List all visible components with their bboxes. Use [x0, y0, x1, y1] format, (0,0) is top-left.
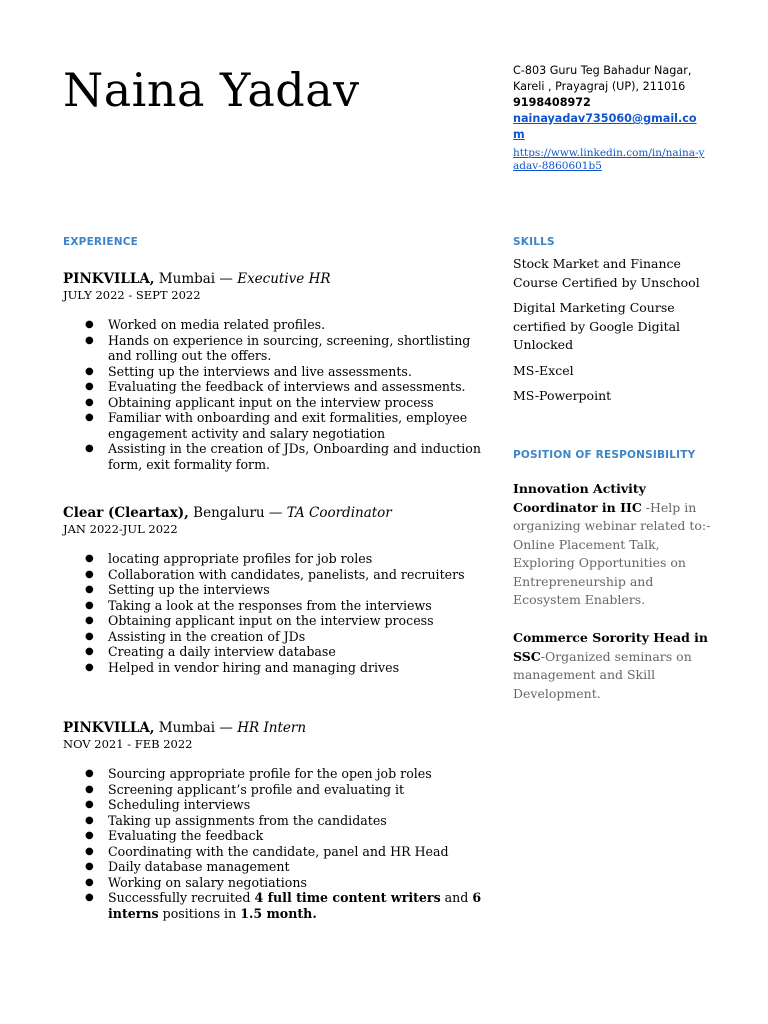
- bullet-icon: ●: [85, 892, 94, 903]
- job-company: Clear (Cleartax),: [63, 505, 189, 521]
- bullet-icon: ●: [85, 412, 94, 423]
- bullet-icon: ●: [85, 334, 94, 346]
- responsibility-entry: [513, 629, 713, 703]
- contact-block: [513, 63, 708, 173]
- bullet-icon: ●: [85, 381, 94, 392]
- skill-item: Digital Marketing Course certified by Google Digital Unlocked: [513, 300, 681, 352]
- bullet-icon: ●: [85, 768, 94, 779]
- list-item: ● Hands on experience in sourcing, screening, shortlisting and rolling out the offers.: [85, 332, 471, 363]
- job-dates: JAN 2022-JUL 2022: [63, 522, 178, 536]
- job-company: PINKVILLA,: [63, 271, 155, 287]
- skill-item: MS-Powerpoint: [513, 388, 612, 403]
- linkedin-link[interactable]: https://www.linkedin.com/in/naina-yadav-8860601b5: [513, 147, 705, 172]
- list-item: ● Evaluating the feedback of interviews and assessments.: [85, 379, 466, 394]
- list-item: ● Scheduling interviews: [85, 797, 251, 812]
- job-dates: JULY 2022 - SEPT 2022: [63, 288, 201, 302]
- job-location: Bengaluru —: [193, 505, 283, 521]
- job-title-line: [63, 505, 493, 522]
- bullet-icon: ●: [85, 845, 94, 857]
- list-item: ● Collaboration with candidates, panelists, and recruiters: [85, 566, 465, 582]
- list-item: ● Worked on media related profiles.: [85, 317, 326, 332]
- list-item: ● Screening applicant’s profile and evaluating it: [85, 781, 405, 797]
- list-item: ● Coordinating with the candidate, panel and HR Head: [85, 843, 449, 859]
- list-item: ● Taking a look at the responses from the interviews: [85, 597, 432, 613]
- experience-heading: EXPERIENCE: [63, 236, 138, 248]
- bullet-icon: ●: [85, 814, 94, 826]
- bullet-icon: ●: [85, 876, 94, 888]
- job-bullets: [63, 551, 493, 675]
- bullet-icon: ●: [85, 861, 94, 872]
- list-item: ● Obtaining applicant input on the interview process: [85, 613, 434, 628]
- bullet-icon: ●: [85, 661, 94, 673]
- list-item: ● Taking up assignments from the candidates: [85, 812, 387, 828]
- list-item: ● Setting up the interviews and live assessments.: [85, 363, 412, 379]
- phone-number: 9198408972: [513, 96, 591, 109]
- skills-heading: SKILLS: [513, 236, 555, 248]
- list-item: ● Obtaining applicant input on the interview process: [85, 394, 434, 410]
- bullet-icon: ●: [85, 799, 94, 810]
- bullet-icon: ●: [85, 630, 94, 642]
- list-item: ● locating appropriate profiles for job roles: [85, 551, 373, 566]
- bullet-icon: ●: [85, 568, 94, 580]
- email-link[interactable]: nainayadav735060@gmail.com: [513, 112, 697, 141]
- list-item: ● Assisting in the creation of JDs, Onboarding and induction form, exit formality form.: [85, 441, 481, 472]
- job-entry: [63, 505, 493, 675]
- responsibility-desc: -Help in organizing webinar related to:-Online Placement Talk, Exploring Opportunities on Entrepreneurship and Ecosystem Enablers.: [513, 499, 711, 607]
- list-item: ● Familiar with onboarding and exit formalities, employee engagement activity and salary negotiation: [85, 410, 468, 441]
- list-item: ● Working on salary negotiations: [85, 874, 307, 890]
- job-entry: [63, 271, 493, 472]
- list-item: ● Evaluating the feedback: [85, 828, 264, 843]
- job-role: TA Coordinator: [286, 505, 392, 521]
- job-bullets: [63, 766, 493, 921]
- list-item: ● Assisting in the creation of JDs: [85, 628, 306, 644]
- responsibility-title: Innovation Activity Coordinator in IIC: [513, 481, 646, 515]
- skills-list: [513, 255, 713, 413]
- job-role: Executive HR: [237, 271, 331, 287]
- responsibility-entry: [513, 480, 713, 610]
- job-entry: [63, 720, 493, 921]
- responsibility-heading: POSITION OF RESPONSIBILITY: [513, 449, 696, 461]
- bullet-icon: ●: [85, 396, 94, 408]
- bullet-icon: ●: [85, 553, 94, 564]
- job-company: PINKVILLA,: [63, 720, 155, 736]
- address-line-2: Kareli , Prayagraj (UP), 211016: [513, 80, 686, 93]
- job-bullets: [63, 317, 493, 472]
- list-item: ● Setting up the interviews: [85, 582, 270, 597]
- skill-item: Stock Market and Finance Course Certified by Unschool: [513, 256, 700, 290]
- bullet-icon: ●: [85, 319, 94, 330]
- list-item: ● Helped in vendor hiring and managing drives: [85, 659, 400, 675]
- job-role: HR Intern: [237, 720, 307, 736]
- responsibility-title: Commerce Sorority Head in SSC: [513, 630, 708, 664]
- bullet-icon: ●: [85, 830, 94, 841]
- candidate-name: Naina Yadav: [63, 63, 360, 117]
- address-line-1: C-803 Guru Teg Bahadur Nagar,: [513, 64, 692, 77]
- list-item: ● Successfully recruited 4 full time content writers and 6 interns positions in 1.5 month.: [85, 890, 482, 921]
- job-title-line: [63, 271, 493, 288]
- job-title-line: [63, 720, 493, 737]
- job-dates: NOV 2021 - FEB 2022: [63, 737, 193, 751]
- bullet-icon: ●: [85, 443, 94, 454]
- list-item: ● Daily database management: [85, 859, 290, 874]
- bullet-icon: ●: [85, 365, 94, 377]
- bullet-icon: ●: [85, 615, 94, 626]
- list-item: ● Sourcing appropriate profile for the open job roles: [85, 766, 432, 781]
- bullet-icon: ●: [85, 599, 94, 611]
- list-item: ● Creating a daily interview database: [85, 644, 336, 659]
- bullet-icon: ●: [85, 584, 94, 595]
- responsibility-desc: -Organized seminars on management and Skill Development.: [513, 648, 692, 701]
- job-location: Mumbai —: [158, 720, 233, 736]
- bullet-icon: ●: [85, 646, 94, 657]
- responsibility-item: [513, 480, 713, 610]
- responsibility-item: [513, 629, 713, 703]
- job-location: Mumbai —: [158, 271, 233, 287]
- bullet-icon: ●: [85, 783, 94, 795]
- skill-item: MS-Excel: [513, 362, 574, 378]
